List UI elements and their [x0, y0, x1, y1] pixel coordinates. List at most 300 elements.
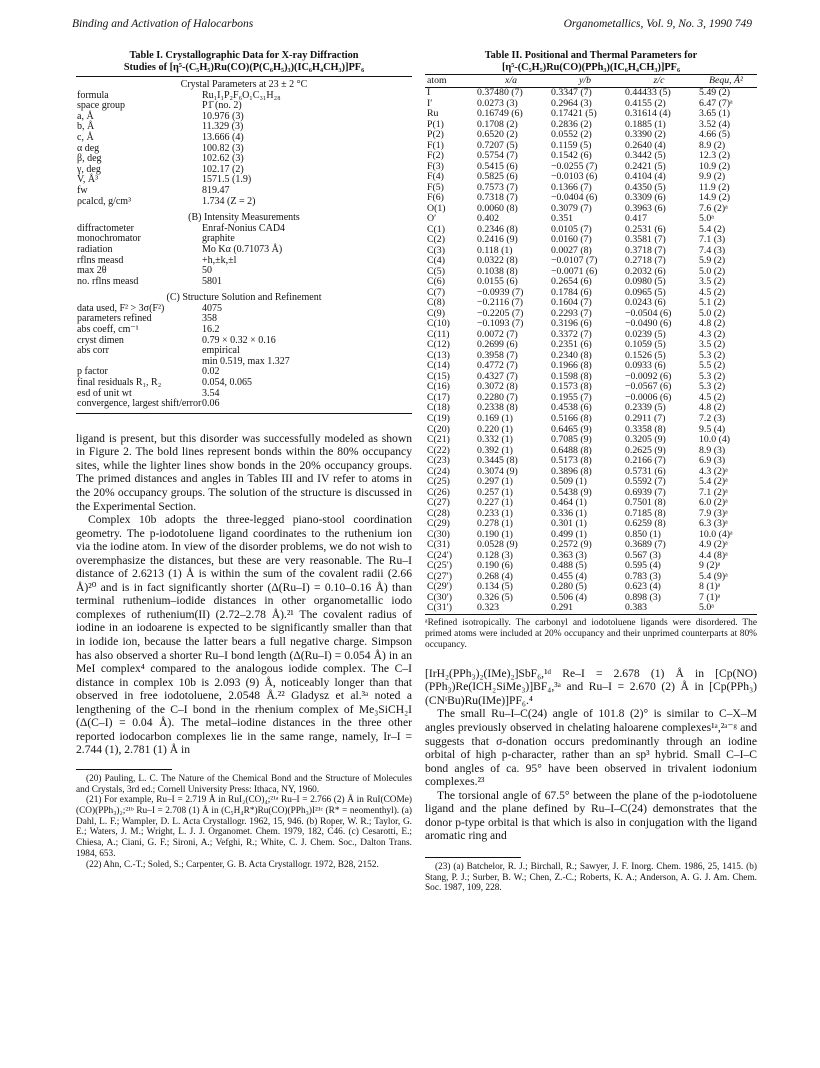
- header-x: x/a: [475, 75, 547, 88]
- left-column: [76, 50, 412, 870]
- table2-cell-z: 0.3581 (7): [625, 234, 666, 246]
- table1-value: 1.734 (Z = 2): [202, 195, 256, 207]
- table2-cell-x: −0.2205 (7): [477, 307, 524, 319]
- table2-cell-y: 0.7085 (9): [551, 434, 592, 446]
- table2-cell-x: 0.323: [475, 603, 547, 614]
- table2-cell-y: −0.0107 (7): [551, 255, 598, 267]
- running-header-right: Organometallics, Vol. 9, No. 3, 1990 749: [563, 18, 752, 30]
- table2-cell-atom: C(27′): [427, 570, 452, 582]
- table2-cell-z: 0.3718 (7): [625, 244, 666, 256]
- table2-cell-b: 8 (1)ᵃ: [699, 581, 721, 593]
- table2-cell-y: 0.464 (1): [551, 497, 587, 509]
- table1-value: 819.47: [202, 184, 230, 196]
- table1-param: esd of unit wt: [77, 387, 132, 399]
- table1-value: 50: [202, 265, 212, 277]
- table1-row: [76, 197, 412, 208]
- table1-value: 5801: [202, 275, 222, 287]
- table2-cell-atom: F(2): [427, 150, 444, 162]
- table2-cell-atom: C(13): [427, 349, 450, 361]
- table-row: [425, 456, 757, 467]
- table2-cell-atom: F(5): [427, 181, 444, 193]
- table2-cell-x: 0.118 (1): [477, 244, 513, 256]
- right-body: [425, 667, 757, 843]
- table2-cell-x: 0.4327 (7): [477, 370, 518, 382]
- table1-value: 0.02: [202, 366, 220, 378]
- table1-param: space group: [77, 100, 126, 112]
- table2-cell-y: 0.1573 (8): [551, 381, 592, 393]
- footnote-22: (22) Ahn, C.-T.; Soled, S.; Carpenter, G. B. Acta Crystallogr. 1972, B28, 2152.: [86, 859, 379, 870]
- table2-cell-y: −0.0404 (6): [551, 192, 598, 204]
- table2-cell-atom: C(24′): [427, 549, 452, 561]
- table2-cell-atom: C(28): [427, 507, 450, 519]
- table2-cell-x: 0.190 (1): [477, 528, 513, 540]
- table2-cell-y: 0.291: [547, 603, 623, 614]
- table2-cell-b: 9.5 (4): [699, 423, 726, 435]
- table1-row: [76, 112, 412, 123]
- table1-row: [76, 399, 412, 410]
- table2-cell-x: 0.257 (1): [477, 486, 513, 498]
- table1-value: Mo Kα (0.71073 Å): [202, 243, 283, 255]
- table1-param: b, Å: [77, 121, 95, 133]
- table2-cell-atom: C(9): [427, 307, 445, 319]
- table2-cell-b: 7.1 (2)ᵃ: [699, 486, 728, 498]
- table2-cell-y: 0.0552 (2): [551, 129, 592, 141]
- table2-cell-b: 7.2 (3): [699, 412, 726, 424]
- table2-cell-atom: F(1): [427, 139, 444, 151]
- table2-cell-z: −0.0567 (6): [625, 381, 672, 393]
- table2-cell-b: 5.49 (2): [699, 87, 731, 98]
- table2-cell-z: 0.567 (3): [625, 549, 661, 561]
- table2-cell-y: −0.0255 (7): [551, 160, 598, 172]
- table2-cell-atom: C(14): [427, 360, 450, 372]
- table2-cell-z: 0.3442 (5): [625, 150, 666, 162]
- table2-cell-z: 0.3963 (6): [625, 202, 666, 214]
- table2-cell-atom: C(7): [427, 286, 445, 298]
- table2-cell-b: 3.5 (2): [699, 339, 726, 351]
- table2-cell-x: 0.37480 (7): [477, 87, 523, 98]
- table2-cell-atom: I: [427, 87, 431, 98]
- table2-cell-y: 0.3079 (7): [551, 202, 592, 214]
- table2-cell-b: 5.9 (2): [699, 255, 726, 267]
- table2-cell-x: 0.268 (4): [477, 570, 513, 582]
- table1-value: 0.054, 0.065: [202, 377, 252, 389]
- table1-value: 0.06: [202, 398, 220, 410]
- table2-cell-y: 0.2340 (8): [551, 349, 592, 361]
- table2-cell-atom: C(30): [427, 528, 450, 540]
- table1-row: [76, 122, 412, 133]
- table1-param: monochromator: [77, 233, 141, 245]
- table2-cell-atom: C(1): [427, 223, 445, 235]
- table2-cell-b: 3.5 (2): [699, 276, 726, 288]
- table2-cell-atom: C(24): [427, 465, 450, 477]
- table2-cell-y: 0.2572 (9): [551, 539, 592, 551]
- table2-cell-y: −0.0103 (6): [551, 171, 598, 183]
- table2-cell-atom: C(2): [427, 234, 445, 246]
- table2-cell-b: 5.0 (2): [699, 307, 726, 319]
- table2-cell-z: 0.4155 (2): [625, 97, 666, 109]
- table2-cell-y: 0.499 (1): [551, 528, 587, 540]
- table1-value: 13.666 (4): [202, 131, 244, 143]
- table2-cell-y: −0.0071 (6): [551, 265, 598, 277]
- table2-cell-b: 7.6 (2)ᵃ: [699, 202, 728, 214]
- table2-cell-x: 0.0072 (7): [477, 328, 518, 340]
- table2-cell-atom: C(21): [427, 434, 450, 446]
- running-header: [72, 18, 752, 34]
- left-paragraph-1: ligand is present, but this disorder was successfully modeled as shown in Figure 2. The bold lines represent bonds within the 80% occupancy sites, while the lighter lines show bonds in the 20% occupancy groups. The primed distances and angles in Tables III and IV refer to atoms in the 20% occupancy groups. The solution of the structure is discussed in the Experimental Section.: [76, 431, 412, 513]
- table2-cell-z: 0.0243 (6): [625, 297, 666, 309]
- table2-cell-z: 0.2032 (6): [625, 265, 666, 277]
- table2-cell-b: 8.9 (2): [699, 139, 726, 151]
- table2-cell-atom: F(6): [427, 192, 444, 204]
- table1-param: radiation: [77, 243, 113, 255]
- table2-cell-atom: C(27): [427, 497, 450, 509]
- footnote-rule-right: [425, 857, 521, 858]
- table2-cell-x: 0.402: [477, 213, 500, 225]
- table1-value: 11.329 (3): [202, 121, 244, 133]
- table1-value: Enraf-Nonius CAD4: [202, 222, 286, 234]
- table1-param: a, Å: [77, 110, 94, 122]
- table2-cell-b: 9.9 (2): [699, 171, 726, 183]
- table2-cell-y: 0.1955 (7): [551, 391, 592, 403]
- table2-cell-b: 5.0ᵃ: [695, 603, 757, 614]
- table1-value: Ru₁I₁P₂F₆O₁C₃₁H₂₈: [202, 89, 281, 101]
- table2-cell-z: 0.417: [625, 213, 648, 225]
- table2-cell-atom: C(20): [427, 423, 450, 435]
- table2-cell-x: 0.7318 (7): [477, 192, 518, 204]
- table2-cell-x: 0.297 (1): [477, 476, 513, 488]
- table2-cell-atom: C(23): [427, 455, 450, 467]
- table1: [76, 79, 412, 410]
- table2-cell-x: −0.0939 (7): [477, 286, 524, 298]
- table2-cell-y: 0.2293 (7): [551, 307, 592, 319]
- table2-cell-atom: C(8): [427, 297, 445, 309]
- table2-cell-b: 5.4 (9)ᵃ: [699, 570, 728, 582]
- table2-cell-y: 0.2351 (6): [551, 339, 592, 351]
- table2-cell-z: 0.4350 (5): [625, 181, 666, 193]
- table2-cell-x: 0.1038 (8): [477, 265, 518, 277]
- table2-cell-y: 0.5173 (8): [551, 455, 592, 467]
- table2-cell-y: 0.1604 (7): [551, 297, 592, 309]
- footnote-21: (21) For example, Ru–I = 2.719 Å in RuI₂(CO)₄;²¹ᵃ Ru–I = 2.766 (2) Å in RuI(COMe)(CO)(PPh₃)₂;²¹ᵇ Ru–I = 2.708 (1) Å in (C₅H₄R*)Ru(CO)(PPh₃)I²¹ᶜ (R* = neomenthyl). (a) Dahl, L. F.; Wampler, D. L. Acta Crystallogr. 1962, 15, 946. (b) Roper, W. R.; Taylor, G. E.; Waters, J. M.; Wright, L. J. J. Organomet. Chem. 1979, 182, C46. (c) Cesarotti, E.; Chiesa, A.; Ciani, G. F.; Sironi, A.; Vefghi, R.; White, C. J. Chem. Soc., Dalton Trans. 1984, 653.: [76, 795, 412, 859]
- table2-cell-b: 5.4 (2): [699, 223, 726, 235]
- table2-cell-y: 0.455 (4): [551, 570, 587, 582]
- table2-cell-z: 0.0933 (6): [625, 360, 666, 372]
- running-header-left: Binding and Activation of Halocarbons: [72, 18, 254, 30]
- table2-cell-b: 4.5 (2): [699, 391, 726, 403]
- table2-cell-x: 0.392 (1): [477, 444, 513, 456]
- table2-cell-atom: O′: [427, 213, 437, 225]
- table1-param: cryst dimen: [77, 334, 124, 346]
- table1-param: V, Å³: [77, 174, 99, 186]
- table1-row: [76, 277, 412, 288]
- table2-cell-atom: O(1): [427, 202, 446, 214]
- table2-cell-x: 0.7207 (5): [477, 139, 518, 151]
- table2-cell-y: 0.351: [551, 213, 574, 225]
- table2-cell-atom: C(17): [427, 391, 450, 403]
- table1-row: [76, 357, 412, 368]
- table1-section-title: (B) Intensity Measurements: [188, 212, 300, 224]
- table2-cell-z: 0.4104 (4): [625, 171, 666, 183]
- table2-cell-z: −0.0006 (6): [625, 391, 672, 403]
- left-body: [76, 432, 412, 757]
- table1-row: [76, 101, 412, 112]
- table2-cell-z: 0.3309 (6): [625, 192, 666, 204]
- table1-param: parameters refined: [77, 313, 152, 325]
- table2-cell-z: 0.2911 (7): [625, 412, 666, 424]
- table2-cell-atom: I′: [427, 97, 433, 109]
- table2-cell-atom: C(16): [427, 381, 450, 393]
- table2-cell-x: 0.220 (1): [477, 423, 513, 435]
- table1-row: [76, 245, 412, 256]
- table2-cell-atom: F(3): [427, 160, 444, 172]
- table2-cell-z: 0.3358 (8): [625, 423, 666, 435]
- table2-cell-x: 0.128 (3): [477, 549, 513, 561]
- table2-cell-z: 0.0980 (5): [625, 276, 666, 288]
- table1-param: convergence, largest shift/error: [77, 398, 202, 410]
- table1-param: γ, deg: [77, 163, 101, 175]
- table1-section-title: Crystal Parameters at 23 ± 2 °C: [180, 79, 308, 90]
- table2-cell-y: 0.506 (4): [551, 591, 587, 603]
- table1-value: 102.17 (2): [202, 163, 244, 175]
- table1-bottom-rule: [76, 413, 412, 414]
- table1-caption: Table I. Crystallographic Data for X-ray Diffraction Studies of [η⁵-(C₅H₅)Ru(CO)(P(C₆H₅)₃)(IC₆H₄CH₃)]PF₆: [123, 50, 365, 73]
- table2-cell-y: 0.1366 (7): [551, 181, 592, 193]
- table2-cell-b: 4.3 (2): [699, 328, 726, 340]
- table2-footnote: ᵃRefined isotropically. The carbonyl and iodotoluene ligands were disordered. The primed atoms were included at 20% occupancy and their unprimed counterparts at 80% occupancy.: [425, 617, 757, 650]
- table2-cell-z: −0.0092 (6): [625, 370, 672, 382]
- table1-value: +h,±k,±l: [202, 254, 237, 266]
- table2-cell-y: 0.0160 (7): [551, 234, 592, 246]
- table2-cell-z: 0.383: [623, 603, 695, 614]
- table2-cell-atom: C(26): [427, 486, 450, 498]
- table2-cell-b: 11.9 (2): [699, 181, 730, 193]
- table2-cell-z: 0.7501 (8): [625, 497, 666, 509]
- right-paragraph-3: The torsional angle of 67.5° between the plane of the p-iodotoluene ligand and the plane defined by Ru–I–C(24) demonstrates that the donor p-type orbital is that which is also in conjugation with the ligand aromatic ring and: [425, 788, 757, 843]
- table2-cell-b: 5.1 (2): [699, 297, 726, 309]
- table2-cell-atom: C(31′): [425, 603, 475, 614]
- table2-cell-b: 10.9 (2): [699, 160, 731, 172]
- table2-cell-b: 7.4 (3): [699, 244, 726, 256]
- table2-cell-z: 0.2166 (7): [625, 455, 666, 467]
- table2-cell-x: 0.3958 (7): [477, 349, 518, 361]
- table-row: [425, 435, 757, 446]
- table2-cell-y: 0.4538 (6): [551, 402, 592, 414]
- table2-cell-z: 0.1526 (5): [625, 349, 666, 361]
- table1-param: ρcalcd, g/cm³: [77, 195, 132, 207]
- table2-cell-x: 0.134 (5): [477, 581, 513, 593]
- table1-param: fw: [77, 184, 88, 196]
- table1-value: empirical: [202, 345, 240, 357]
- table2-cell-x: 0.7573 (7): [477, 181, 518, 193]
- table2-cell-x: 0.5754 (7): [477, 150, 518, 162]
- table1-param: formula: [77, 89, 109, 101]
- table2-cell-atom: Ru: [427, 108, 439, 120]
- table1-value: P1̄ (no. 2): [202, 100, 242, 112]
- table2-cell-y: 0.3372 (7): [551, 328, 592, 340]
- table2-cell-atom: F(4): [427, 171, 444, 183]
- footnote-20: (20) Pauling, L. C. The Nature of the Chemical Bond and the Structure of Molecules and Crystals, 3rd ed.; Cornell University Press: Ithaca, NY, 1960.: [76, 773, 412, 795]
- table2-cell-b: 10.0 (4)ᵃ: [699, 528, 733, 540]
- table2-cell-x: 0.326 (5): [477, 591, 513, 603]
- table2-cell-y: 0.5166 (8): [551, 412, 592, 424]
- table2-cell-b: 5.0ᵃ: [699, 213, 714, 225]
- table1-value: 3.54: [202, 387, 220, 399]
- table2-cell-z: 0.6939 (7): [625, 486, 666, 498]
- table2-cell-z: 0.3390 (2): [625, 129, 666, 141]
- table2-caption: Table II. Positional and Thermal Parameters for [η⁵-(C₅H₅)Ru(CO)(PPh₃)(IC₆H₄CH₃)]PF₆: [484, 50, 698, 73]
- table1-param: p factor: [77, 366, 108, 378]
- table2-cell-z: 0.2421 (5): [625, 160, 666, 172]
- table2-cell-x: 0.3074 (9): [477, 465, 518, 477]
- table2-cell-x: 0.2338 (8): [477, 402, 518, 414]
- table1-value: 358: [202, 313, 217, 325]
- table2-cell-z: 0.0239 (5): [625, 328, 666, 340]
- table2-cell-x: 0.5415 (6): [477, 160, 518, 172]
- table1-row: [76, 186, 412, 197]
- table2-cell-atom: C(15): [427, 370, 450, 382]
- footnote-23: (23) (a) Batchelor, R. J.; Birchall, R.; Sawyer, J. F. Inorg. Chem. 1986, 25, 1415. (b) Stang, P. J.; Surber, B. W.; Chen, Z.-C.; Roberts, K. A.; Anderson, A. G. J. Am. Chem. Soc. 1987, 109, 228.: [425, 861, 757, 894]
- table1-param: data used, F² > 3σ(F²): [77, 302, 165, 314]
- table2-cell-x: 0.0060 (8): [477, 202, 518, 214]
- table2-cell-x: 0.0528 (9): [477, 539, 518, 551]
- table2-cell-x: 0.2416 (9): [477, 234, 518, 246]
- table2-cell-b: 6.9 (3): [699, 455, 726, 467]
- table2-cell-x: 0.3072 (8): [477, 381, 518, 393]
- table1-row: [76, 133, 412, 144]
- table2-cell-atom: C(18): [427, 402, 450, 414]
- table2-cell-y: 0.3896 (8): [551, 465, 592, 477]
- right-column: [425, 50, 757, 894]
- table2-cell-atom: C(11): [427, 328, 450, 340]
- table1-param: final residuals R₁, R₂: [77, 377, 162, 389]
- table1-param: diffractometer: [77, 222, 135, 234]
- table2-cell-z: 0.31614 (4): [625, 108, 671, 120]
- table2-cell-z: 0.3205 (9): [625, 434, 666, 446]
- table2-cell-y: 0.1542 (6): [551, 150, 592, 162]
- table2-cell-b: 4.8 (2): [699, 318, 726, 330]
- table2-cell-b: 4.9 (2)ᵃ: [699, 539, 728, 551]
- table1-param: α deg: [77, 142, 100, 154]
- table2-cell-y: 0.2654 (6): [551, 276, 592, 288]
- table1-top-rule: [76, 76, 412, 77]
- table2-cell-x: 0.2346 (8): [477, 223, 518, 235]
- table2-cell-b: 10.0 (4): [699, 434, 731, 446]
- table2-cell-z: −0.0504 (6): [625, 307, 672, 319]
- table2-cell-y: 0.363 (3): [551, 549, 587, 561]
- table2-cell-b: 14.9 (2): [699, 192, 731, 204]
- table2-cell-y: 0.1966 (8): [551, 360, 592, 372]
- table2-cell-x: 0.6520 (2): [477, 129, 518, 141]
- table2-cell-atom: C(25′): [427, 560, 452, 572]
- table2-cell-atom: P(1): [427, 118, 444, 130]
- table2-cell-z: 0.595 (4): [625, 560, 661, 572]
- table2-cell-y: 0.280 (5): [551, 581, 587, 593]
- table-row: [425, 414, 757, 425]
- table2-cell-atom: C(12): [427, 339, 450, 351]
- table2-cell-z: 0.44433 (5): [625, 87, 671, 98]
- footnote-rule: [76, 769, 172, 770]
- table1-param: c, Å: [77, 131, 94, 143]
- table2-cell-atom: C(29′): [427, 581, 452, 593]
- table2-cell-x: 0.0155 (6): [477, 276, 518, 288]
- table2-cell-b: 3.52 (4): [699, 118, 731, 130]
- table2-cell-b: 5.4 (2)ᵃ: [699, 476, 728, 488]
- table1-param: abs corr: [77, 345, 109, 357]
- table2-cell-x: 0.1708 (2): [477, 118, 518, 130]
- table1-param: abs coeff, cm⁻¹: [77, 324, 139, 336]
- table2-cell-b: 7 (1)ᵃ: [699, 591, 721, 603]
- table1-row: [76, 91, 412, 102]
- table2-cell-z: 0.898 (3): [625, 591, 661, 603]
- table1-value: 16.2: [202, 324, 220, 336]
- table2-cell-atom: C(30′): [427, 591, 452, 603]
- table2-cell-b: 5.5 (2): [699, 360, 726, 372]
- table2-cell-z: 0.2718 (7): [625, 255, 666, 267]
- table2-cell-z: 0.1059 (5): [625, 339, 666, 351]
- table2-cell-b: 4.8 (2): [699, 402, 726, 414]
- table2-cell-y: 0.301 (1): [551, 518, 587, 530]
- table2-cell-b: 4.3 (2)ᵃ: [699, 465, 728, 477]
- table1-value: 10.976 (3): [202, 110, 244, 122]
- table2-cell-b: 5.3 (2): [699, 370, 726, 382]
- table2-cell-x: 0.2280 (7): [477, 391, 518, 403]
- table2-cell-y: 0.1598 (8): [551, 370, 592, 382]
- header-b: Bequ, Å²: [695, 75, 757, 88]
- table1-value: 1571.5 (1.9): [202, 174, 252, 186]
- table2-cell-y: 0.0027 (8): [551, 244, 592, 256]
- table1-value: 0.79 × 0.32 × 0.16: [202, 334, 276, 346]
- table1-param: rflns measd: [77, 254, 124, 266]
- table2-cell-atom: C(31): [427, 539, 450, 551]
- header-z: z/c: [623, 75, 695, 88]
- table2-cell-b: 4.5 (2): [699, 286, 726, 298]
- table2-cell-x: 0.0322 (8): [477, 255, 518, 267]
- table2-cell-atom: C(4): [427, 255, 445, 267]
- table2-cell-x: 0.190 (6): [477, 560, 513, 572]
- table-row: [425, 88, 757, 99]
- table2-cell-z: 0.2339 (5): [625, 402, 666, 414]
- table2-cell-z: 0.623 (4): [625, 581, 661, 593]
- table2-cell-y: 0.17421 (5): [551, 108, 597, 120]
- table2-cell-b: 12.3 (2): [699, 150, 731, 162]
- table2-cell-z: 0.7185 (8): [625, 507, 666, 519]
- left-paragraph-2: Complex 10b adopts the three-legged piano-stool coordination geometry. The p-iodotoluene ligand coordinates to the ruthenium ion via the iodine atom. In view of the disorder problems, we do not wish to overemphasize the distances, but these are very reasonable. The Ru–I distance of 2.6213 (1) Å is within the sum of the covalent radii (2.66 Å)²⁰ and is in fact significantly shorter (Δ(Ru–I) = 0.10–0.16 Å) than terminal ruthenium–iodide distances in other organometallic iodo complexes of ruthenium(II) (2.72–2.78 Å).²¹ The covalent radius of iodine in an iodoarene is expected to be significantly smaller than that in iodide ion, because the latter bears a full negative charge. Simpson has also observed a shorter Ru–I bond length (Δ(Ru–I) = 0.054 Å) in an MeI complex⁴ compared to the analogous iodide complex. The C–I distance in complex 10b is 2.093 (9) Å, noticeably longer than that observed in free iodotoluene, 2.0548 Å.²² Gladysz et al.³ᵃ noted a lengthening of the C–I bond in the rhenium complex of Me₃SiCH₂I (Δ(C–I) = 0.04 Å). The metal–iodine distances in the three other reported iodocarbon complexes lie in the same range, namely, Ir–I = 2.744 (1), 2.781 (1) Å in: [76, 513, 412, 757]
- table2-cell-b: 6.47 (7)ᵃ: [699, 97, 733, 109]
- table2-cell-x: 0.5825 (6): [477, 171, 518, 183]
- table2-cell-z: 0.1885 (1): [625, 118, 666, 130]
- table2-cell-b: 7.1 (3): [699, 234, 726, 246]
- table2-cell-y: 0.2964 (3): [551, 97, 592, 109]
- table2-cell-z: 0.3689 (7): [625, 539, 666, 551]
- table1-section-title: (C) Structure Solution and Refinement: [166, 292, 322, 304]
- table2-cell-z: 0.0965 (5): [625, 286, 666, 298]
- table2-cell-atom: C(10): [427, 318, 450, 330]
- table2-cell-x: 0.3445 (8): [477, 455, 518, 467]
- table2-cell-y: 0.5438 (9): [551, 486, 592, 498]
- table2-cell-y: 0.6488 (8): [551, 444, 592, 456]
- table1-param: no. rflns measd: [77, 275, 139, 287]
- table2-cell-z: 0.2640 (4): [625, 139, 666, 151]
- table2-cell-x: −0.1093 (7): [477, 318, 524, 330]
- table1-param: β, deg: [77, 153, 102, 165]
- table1-row: [76, 144, 412, 155]
- table2-cell-atom: C(29): [427, 518, 450, 530]
- table1-value: 100.82 (3): [202, 142, 244, 154]
- table2-cell-z: 0.850 (1): [625, 528, 661, 540]
- table2-cell-b: 6.0 (2)ᵃ: [699, 497, 728, 509]
- table2-cell-x: 0.16749 (6): [477, 108, 523, 120]
- table2: [425, 74, 757, 615]
